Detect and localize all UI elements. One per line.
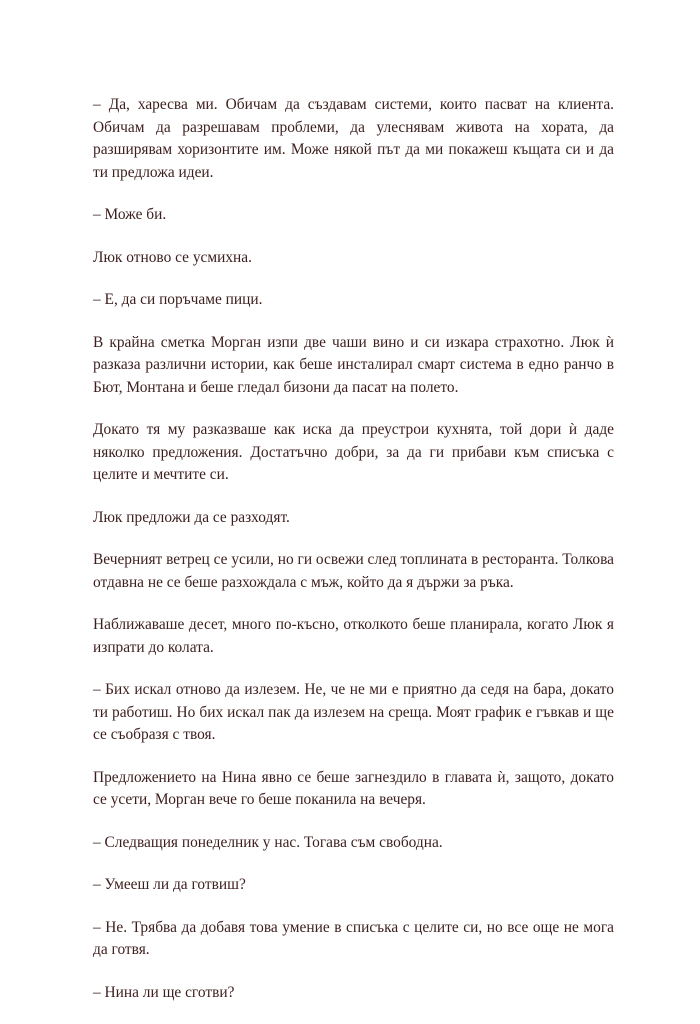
paragraph: Предложението на Нина явно се беше загнездило в главата ѝ, защото, докато се усети, Морган вече го беше поканила на вечеря.	[93, 768, 614, 808]
paragraph: Докато тя му разказваше как иска да преустрои кухнята, той дори ѝ даде няколко предложения. Достатъчно добри, за да ги прибави към списъка с целите и мечтите си.	[93, 421, 614, 483]
paragraph: – Следващия понеделник у нас. Тогава съм свободна.	[93, 833, 443, 851]
paragraph: – Бих искал отново да излезем. Не, че не ми е приятно да седя на бара, докато ти работиш. Но бих искал пак да излезем на среща. Моят график е гъвкав и ще се съобразя с твоя.	[93, 681, 614, 743]
paragraph: Вечерният ветрец се усили, но ги освежи след топлината в ресторанта. Толкова отдавна не се беше разхождала с мъж, който да я държи за ръка.	[93, 551, 614, 591]
body-text	[93, 94, 614, 1024]
paragraph: Люк отново се усмихна.	[93, 248, 252, 266]
paragraph: – Може би.	[93, 206, 167, 223]
paragraph: Люк предложи да се разходят.	[93, 508, 290, 526]
paragraph: – Да, харесва ми. Обичам да създавам системи, които пасват на клиента. Обичам да разрешавам проблеми, да улеснявам живота на хората, да разширявам хоризонтите им. Може някой път да ми покажеш къщата си и да ти предложа идеи.	[93, 96, 614, 181]
paragraph: – Е, да си поръчаме пици.	[93, 291, 263, 308]
paragraph: Наближаваше десет, много по-късно, отколкото беше планирала, когато Люк я изпрати до колата.	[93, 616, 614, 656]
paragraph: В крайна сметка Морган изпи две чаши вино и си изкара страхотно. Люк ѝ разказа различни истории, как беше инсталирал смарт система в едно ранчо в Бют, Монтана и беше гледал бизони да пасат на полето.	[93, 333, 614, 396]
paragraph: – Не. Трябва да добавя това умение в списъка с целите си, но все още не мога да готвя.	[93, 918, 614, 958]
paragraph: – Умееш ли да готвиш?	[93, 876, 246, 893]
paragraph: – Нина ли ще сготви?	[93, 983, 235, 1001]
